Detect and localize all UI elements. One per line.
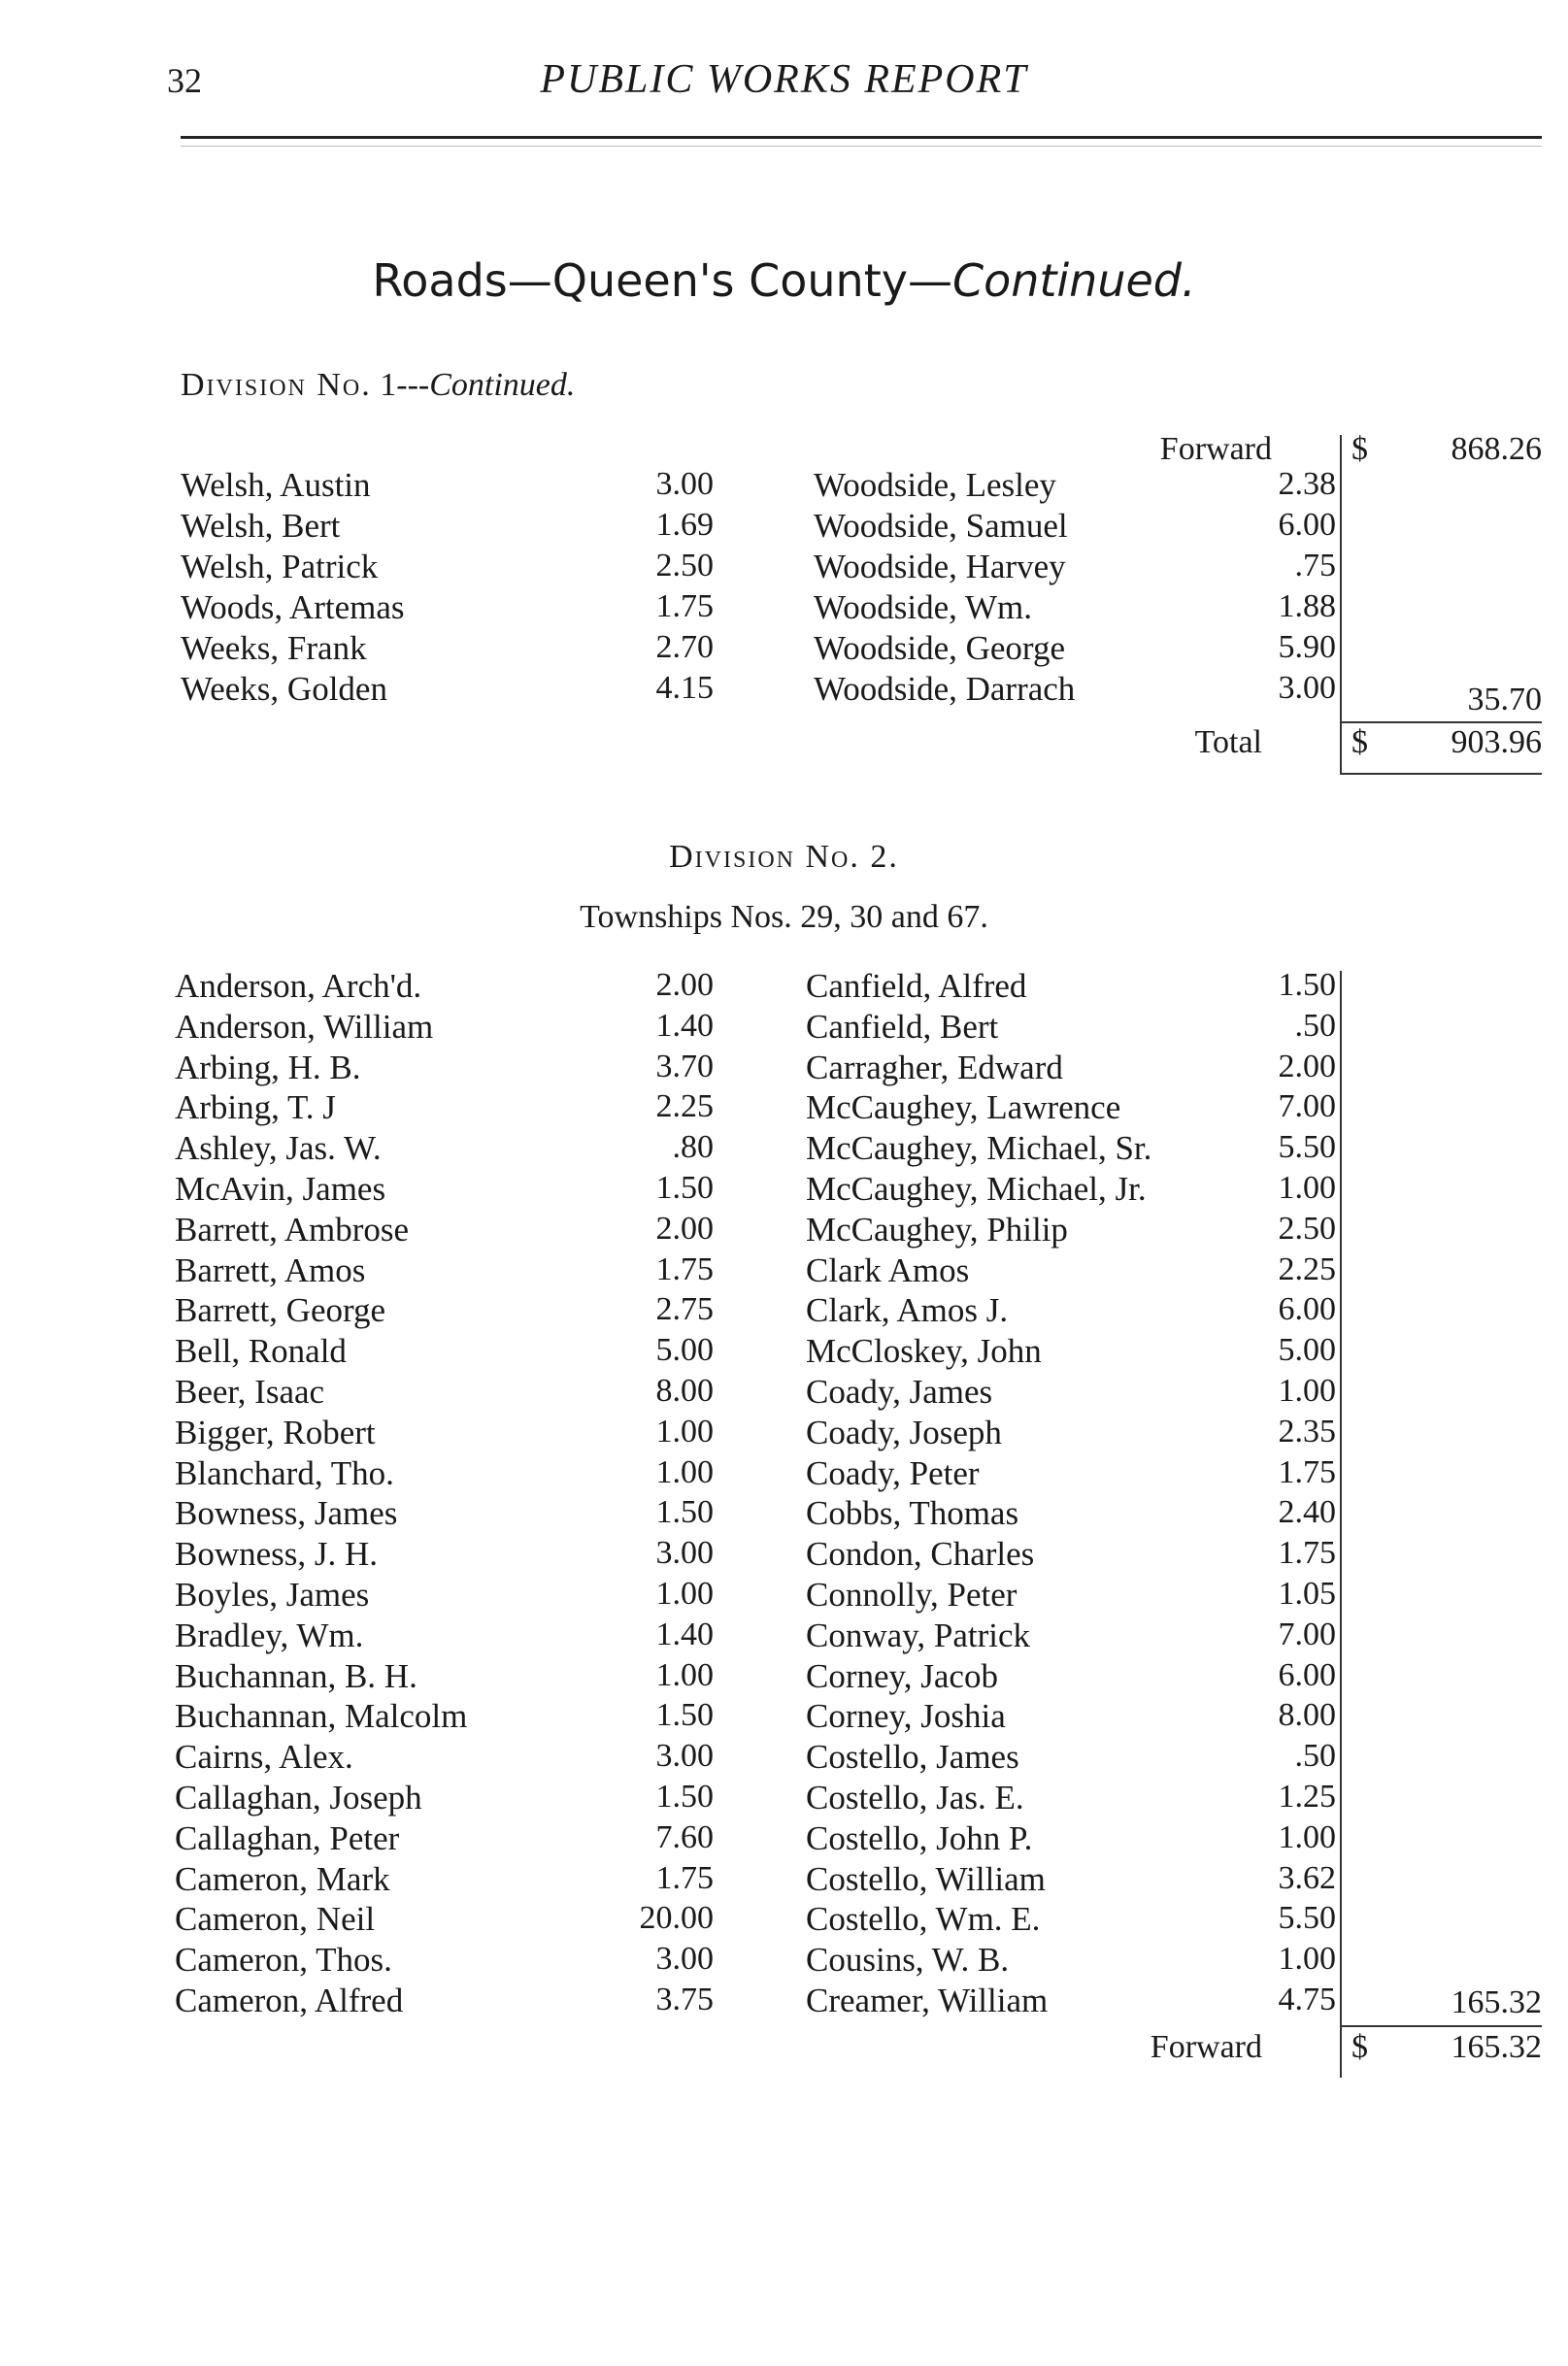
entry-amount: 3.00	[655, 1941, 714, 1978]
entry-amount: 1.50	[655, 1170, 714, 1206]
entry-name: Barrett, Amos	[175, 1250, 366, 1289]
entry-amount: 5.50	[1278, 1900, 1336, 1937]
entry-name: Arbing, T. J	[175, 1088, 336, 1127]
entry-amount: 1.25	[1278, 1779, 1336, 1815]
section-title-continued: Continued.	[951, 254, 1196, 307]
division-2-forward-amount: 165.32	[1451, 2029, 1542, 2065]
division-1-forward-amount: 868.26	[1451, 431, 1542, 467]
entry-name: Woodside, Wm.	[814, 588, 1032, 626]
division-2-forward-label: Forward	[1150, 2029, 1262, 2065]
entry-amount: 3.00	[655, 1738, 714, 1775]
entry-amount: 1.05	[1278, 1576, 1336, 1612]
entry-amount: 3.70	[655, 1048, 714, 1084]
header-rule-thin	[181, 146, 1542, 147]
division-1-total-rule	[1340, 773, 1542, 775]
entry-amount: 1.75	[1278, 1453, 1336, 1490]
entry-name: McCaughey, Lawrence	[806, 1088, 1121, 1127]
entry-amount: 2.70	[655, 629, 714, 665]
entry-amount: 2.50	[655, 548, 714, 583]
entry-name: Coady, James	[806, 1373, 993, 1411]
entry-name: Welsh, Austin	[181, 466, 371, 504]
header-rule	[181, 136, 1542, 139]
entry-name: Clark Amos	[806, 1250, 970, 1289]
entry-name: Condon, Charles	[806, 1535, 1035, 1574]
entry-name: Cameron, Neil	[175, 1900, 376, 1939]
entry-amount: 1.50	[655, 1697, 714, 1734]
division-1-subtotal-rule	[1340, 721, 1542, 723]
entry-name: Costello, Jas. E.	[806, 1779, 1024, 1816]
entry-amount: 1.75	[1278, 1535, 1336, 1572]
entry-name: Bell, Ronald	[175, 1332, 347, 1371]
entry-amount: 1.50	[1278, 967, 1336, 1003]
entry-name: Woodside, Darrach	[814, 670, 1076, 708]
entry-name: Cairns, Alex.	[175, 1738, 353, 1777]
entry-amount: 1.75	[655, 1250, 714, 1287]
entry-name: Creamer, William	[806, 1982, 1049, 2019]
entry-name: Bigger, Robert	[175, 1413, 376, 1451]
division-2-townships: Townships Nos. 29, 30 and 67.	[580, 899, 988, 935]
entry-amount: 1.00	[655, 1413, 714, 1450]
entry-amount: 4.15	[655, 670, 714, 706]
entry-name: Anderson, William	[175, 1007, 434, 1046]
entry-amount: .75	[1294, 548, 1336, 583]
entry-amount: 1.00	[655, 1453, 714, 1490]
page-number: 32	[167, 61, 202, 100]
entry-name: Boyles, James	[175, 1576, 370, 1614]
entry-amount: 1.50	[655, 1494, 714, 1531]
entry-name: Weeks, Golden	[181, 670, 387, 708]
entry-amount: 1.40	[655, 1007, 714, 1044]
entry-amount: 1.00	[655, 1576, 714, 1612]
entry-amount: 1.00	[655, 1656, 714, 1693]
entry-name: Woodside, Samuel	[814, 507, 1068, 545]
entry-amount: 2.00	[1278, 1048, 1336, 1084]
entry-amount: 2.25	[1278, 1250, 1336, 1287]
entry-name: McCaughey, Michael, Jr.	[806, 1170, 1147, 1208]
entry-amount: 2.00	[655, 967, 714, 1003]
section-title-main: Roads—Queen's County—	[372, 254, 952, 307]
entry-name: Connolly, Peter	[806, 1576, 1018, 1614]
division-2-column-rule	[1340, 971, 1342, 2078]
entry-name: Costello, James	[806, 1738, 1019, 1777]
entry-name: McCloskey, John	[806, 1332, 1042, 1371]
entry-name: Cameron, Thos.	[175, 1941, 392, 1980]
entry-amount: 3.00	[655, 466, 714, 502]
entry-amount: .50	[1294, 1738, 1336, 1775]
entry-name: Welsh, Bert	[181, 507, 341, 545]
entry-name: Buchannan, Malcolm	[175, 1697, 468, 1736]
entry-name: Cameron, Mark	[175, 1859, 390, 1898]
entry-name: Buchannan, B. H.	[175, 1656, 417, 1695]
entry-name: Woodside, Harvey	[814, 548, 1066, 585]
entry-amount: 1.00	[1278, 1818, 1336, 1855]
running-head: PUBLIC WORKS REPORT	[540, 57, 1028, 102]
entry-amount: 2.35	[1278, 1413, 1336, 1450]
entry-amount: 1.40	[655, 1616, 714, 1652]
entry-name: Corney, Joshia	[806, 1697, 1006, 1736]
division-1-forward-dollar: $	[1351, 431, 1368, 467]
entry-name: Blanchard, Tho.	[175, 1453, 394, 1492]
entry-name: Bradley, Wm.	[175, 1616, 364, 1654]
entry-name: McCaughey, Philip	[806, 1210, 1068, 1249]
entry-amount: 7.00	[1278, 1088, 1336, 1125]
entry-name: Weeks, Frank	[181, 629, 367, 667]
entry-amount: 6.00	[1278, 1291, 1336, 1328]
entry-amount: .80	[672, 1129, 714, 1166]
entry-name: McAvin, James	[175, 1170, 386, 1208]
entry-name: Barrett, George	[175, 1291, 386, 1330]
entry-amount: 2.00	[655, 1210, 714, 1247]
entry-name: Beer, Isaac	[175, 1373, 325, 1411]
entry-name: Conway, Patrick	[806, 1616, 1031, 1654]
entry-name: Clark, Amos J.	[806, 1291, 1009, 1330]
entry-name: Barrett, Ambrose	[175, 1210, 410, 1249]
division-1-subtotal: 35.70	[1467, 682, 1542, 717]
entry-name: Cobbs, Thomas	[806, 1494, 1019, 1533]
entry-amount: 3.75	[655, 1982, 714, 2017]
entry-name: Cameron, Alfred	[175, 1982, 404, 2019]
entry-amount: 6.00	[1278, 1656, 1336, 1693]
entry-name: Woodside, Lesley	[814, 466, 1056, 504]
entry-amount: 2.38	[1278, 466, 1336, 502]
entry-name: Costello, John P.	[806, 1818, 1033, 1857]
entry-amount: 1.75	[655, 588, 714, 624]
entry-amount: 1.00	[1278, 1373, 1336, 1409]
division-1-heading: Division No. 1---Continued.	[181, 367, 576, 403]
division-1-forward-label: Forward	[1159, 431, 1272, 467]
division-2-forward-dollar: $	[1351, 2029, 1368, 2065]
entry-amount: 5.00	[655, 1332, 714, 1369]
division-1-column-rule	[1340, 435, 1342, 775]
entry-name: Arbing, H. B.	[175, 1048, 361, 1086]
entry-name: Callaghan, Peter	[175, 1818, 400, 1857]
entry-name: Carragher, Edward	[806, 1048, 1063, 1086]
entry-amount: 6.00	[1278, 507, 1336, 543]
entry-name: Anderson, Arch'd.	[175, 967, 422, 1005]
division-2-subtotal: 165.32	[1451, 1984, 1542, 2020]
entry-name: Costello, Wm. E.	[806, 1900, 1041, 1939]
entry-name: Bowness, James	[175, 1494, 398, 1533]
entry-amount: 2.25	[655, 1088, 714, 1125]
division-2-heading: Division No. 2.	[669, 839, 899, 875]
entry-amount: 1.75	[655, 1859, 714, 1896]
entry-name: Costello, William	[806, 1859, 1046, 1898]
entry-name: McCaughey, Michael, Sr.	[806, 1129, 1152, 1168]
entry-amount: 3.00	[1278, 670, 1336, 706]
entry-amount: 1.50	[655, 1779, 714, 1815]
entry-amount: 5.90	[1278, 629, 1336, 665]
entry-name: Cousins, W. B.	[806, 1941, 1010, 1980]
division-1-total-amount: 903.96	[1451, 724, 1542, 760]
entry-amount: 1.69	[655, 507, 714, 543]
entry-name: Woodside, George	[814, 629, 1065, 667]
entry-name: Woods, Artemas	[181, 588, 405, 626]
entry-amount: 5.00	[1278, 1332, 1336, 1369]
entry-amount: 1.88	[1278, 588, 1336, 624]
entry-amount: 3.62	[1278, 1859, 1336, 1896]
entry-name: Canfield, Alfred	[806, 967, 1027, 1005]
entry-amount: 2.40	[1278, 1494, 1336, 1531]
entry-name: Ashley, Jas. W.	[175, 1129, 382, 1168]
entry-amount: 8.00	[655, 1373, 714, 1409]
section-title	[0, 254, 1568, 307]
entry-name: Welsh, Patrick	[181, 548, 379, 585]
entry-name: Coady, Peter	[806, 1453, 980, 1492]
entry-amount: 8.00	[1278, 1697, 1336, 1734]
entry-name: Bowness, J. H.	[175, 1535, 379, 1574]
entry-amount: 4.75	[1278, 1982, 1336, 2017]
entry-name: Corney, Jacob	[806, 1656, 998, 1695]
entry-amount: 7.60	[655, 1818, 714, 1855]
entry-name: Coady, Joseph	[806, 1413, 1002, 1451]
entry-amount: 1.00	[1278, 1170, 1336, 1206]
entry-name: Callaghan, Joseph	[175, 1779, 422, 1816]
entry-name: Canfield, Bert	[806, 1007, 999, 1046]
entry-amount: 7.00	[1278, 1616, 1336, 1652]
entry-amount: 5.50	[1278, 1129, 1336, 1166]
entry-amount: 2.75	[655, 1291, 714, 1328]
entry-amount: .50	[1294, 1007, 1336, 1044]
entry-amount: 3.00	[655, 1535, 714, 1572]
division-1-total-dollar: $	[1351, 724, 1368, 760]
division-2-subtotal-rule	[1340, 2025, 1542, 2027]
entry-amount: 1.00	[1278, 1941, 1336, 1978]
division-1-total-label: Total	[1194, 724, 1262, 760]
entry-amount: 20.00	[639, 1900, 714, 1937]
entry-amount: 2.50	[1278, 1210, 1336, 1247]
